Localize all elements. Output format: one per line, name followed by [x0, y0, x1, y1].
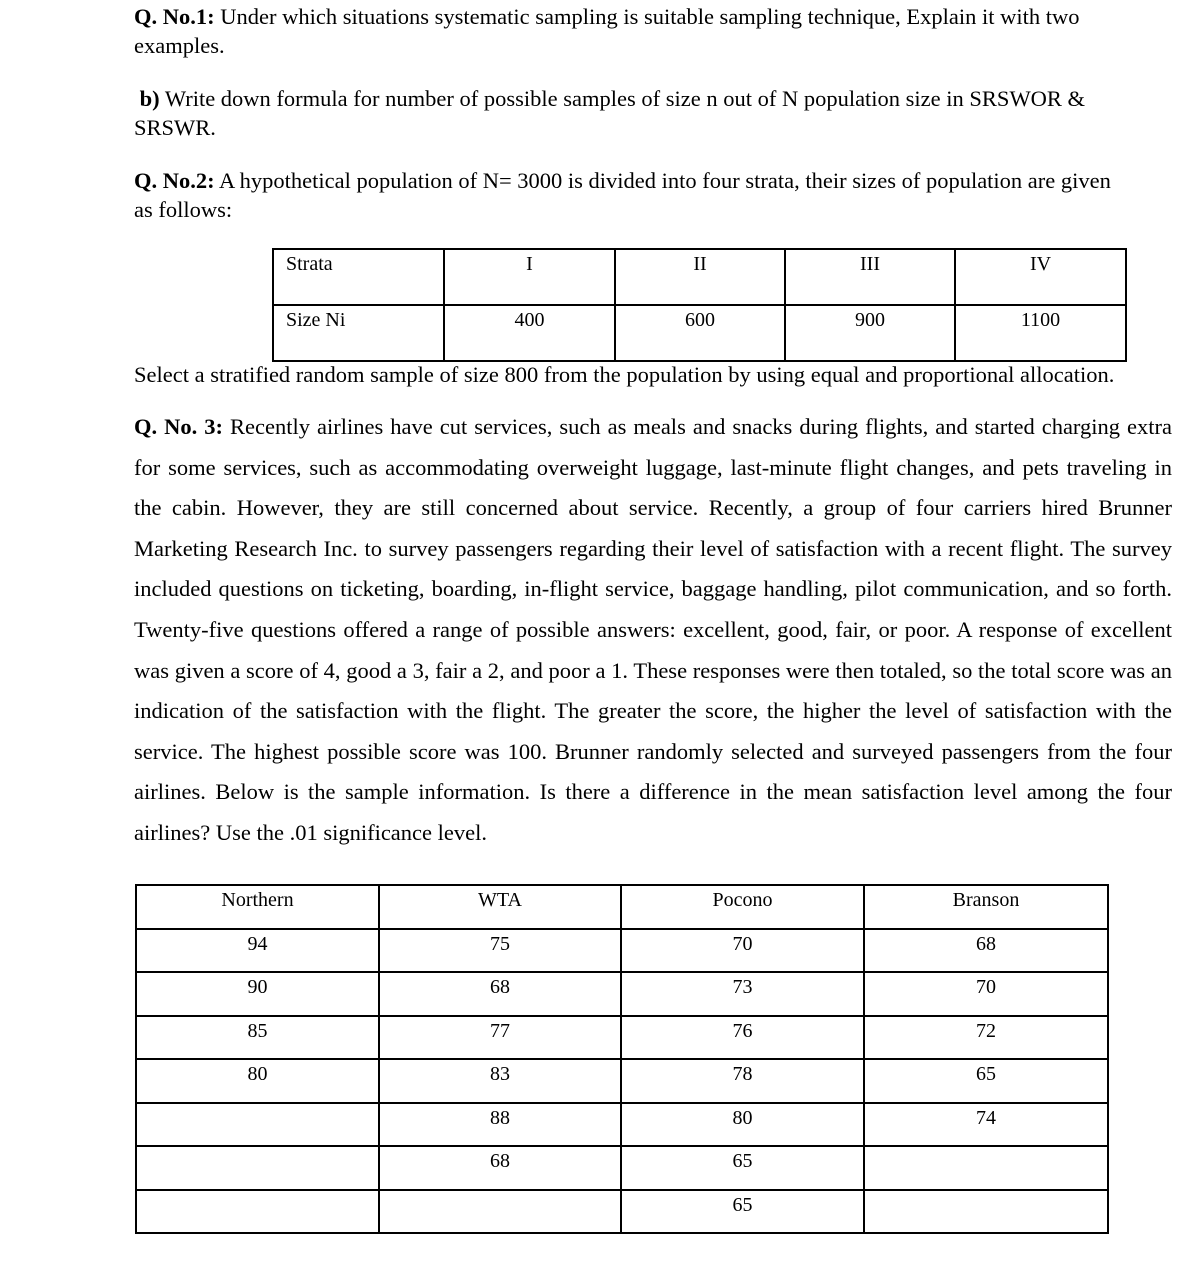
airline-header-row: [136, 885, 1108, 929]
score-cell: [864, 1190, 1108, 1234]
score-cell: 65: [621, 1146, 864, 1190]
score-cell: 65: [621, 1190, 864, 1234]
airline-score-row: [136, 1103, 1108, 1147]
strata-header-cell: III: [785, 249, 955, 305]
strata-size-cell: 400: [444, 305, 615, 361]
q1-label: Q. No.1:: [134, 4, 215, 29]
score-cell: 83: [379, 1059, 621, 1103]
score-cell: [136, 1146, 379, 1190]
airline-header-cell: WTA: [379, 885, 621, 929]
strata-header-cell: I: [444, 249, 615, 305]
q2-instruction: Select a stratified random sample of size 800 from the population by using equal and proportional allocation.: [134, 362, 1115, 387]
airline-score-row: [136, 1016, 1108, 1060]
q1b-text: [134, 84, 1174, 142]
q1-text: [134, 2, 1174, 60]
score-cell: 68: [379, 972, 621, 1016]
strata-header-cell: IV: [955, 249, 1126, 305]
strata-size-row: [273, 305, 1126, 361]
strata-header-cell: II: [615, 249, 785, 305]
strata-size-cell: 600: [615, 305, 785, 361]
score-cell: [864, 1146, 1108, 1190]
airline-satisfaction-table: [135, 884, 1109, 1234]
score-cell: 72: [864, 1016, 1108, 1060]
airline-header-cell: Pocono: [621, 885, 864, 929]
score-cell: 90: [136, 972, 379, 1016]
score-cell: 94: [136, 929, 379, 973]
airline-header-cell: Branson: [864, 885, 1108, 929]
airline-score-row: [136, 1146, 1108, 1190]
score-cell: [136, 1190, 379, 1234]
strata-header-cell: Strata: [273, 249, 444, 305]
score-cell: [379, 1190, 621, 1234]
score-cell: 77: [379, 1016, 621, 1060]
score-cell: 68: [864, 929, 1108, 973]
q1b-body: Write down formula for number of possible samples of size n out of N population size in SRSWOR &: [159, 86, 1086, 111]
score-cell: 73: [621, 972, 864, 1016]
strata-table: [272, 248, 1127, 362]
score-cell: 88: [379, 1103, 621, 1147]
score-cell: 70: [621, 929, 864, 973]
q2-label: Q. No.2:: [134, 168, 215, 193]
strata-header-row: [273, 249, 1126, 305]
score-cell: 85: [136, 1016, 379, 1060]
score-cell: 76: [621, 1016, 864, 1060]
q2-body-line2: as follows:: [134, 197, 233, 222]
score-cell: [136, 1103, 379, 1147]
q2-text: [134, 166, 1174, 224]
strata-size-cell: Size Ni: [273, 305, 444, 361]
strata-size-cell: 1100: [955, 305, 1126, 361]
q2-body: A hypothetical population of N= 3000 is divided into four strata, their sizes of population are given: [214, 168, 1111, 193]
score-cell: 80: [136, 1059, 379, 1103]
q3-label: Q. No. 3:: [134, 414, 224, 439]
score-cell: 78: [621, 1059, 864, 1103]
airline-score-row: [136, 1059, 1108, 1103]
q1b-body-line2: SRSWR.: [134, 115, 216, 140]
airline-score-row: [136, 929, 1108, 973]
airline-score-row: [136, 1190, 1108, 1234]
strata-size-cell: 900: [785, 305, 955, 361]
q3-body: Recently airlines have cut services, such as meals and snacks during flights, and started charging extra for some services, such as accommodating overweight luggage, last-minute flight changes, and pets traveling in the cabin. However, they are still concerned about service. Recently, a group of four carriers hired Brunner Marketing Research Inc. to survey passengers regarding their level of satisfaction with a recent flight. The survey included questions on ticketing, boarding, in-flight service, baggage handling, pilot communication, and so forth. Twenty-five questions offered a range of possible answers: excellent, good, fair, or poor. A response of excellent was given a score of 4, good a 3, fair a 2, and poor a 1. These responses were then totaled, so the total score was an indication of the satisfaction with the flight. The greater the score, the higher the level of satisfaction with the service. The highest possible score was 100. Brunner randomly selected and surveyed passengers from the four airlines. Below is the sample information. Is there a difference in the mean satisfaction level among the four airlines? Use the .01 significance level.: [134, 414, 1172, 845]
score-cell: 74: [864, 1103, 1108, 1147]
airline-header-cell: Northern: [136, 885, 379, 929]
score-cell: 68: [379, 1146, 621, 1190]
q1b-label: b): [139, 86, 160, 111]
q1-body: Under which situations systematic sampling is suitable sampling technique, Explain it with two: [214, 4, 1080, 29]
q3-text: [134, 407, 1172, 854]
score-cell: 65: [864, 1059, 1108, 1103]
airline-score-row: [136, 972, 1108, 1016]
score-cell: 70: [864, 972, 1108, 1016]
q1-body-line2: examples.: [134, 33, 225, 58]
score-cell: 80: [621, 1103, 864, 1147]
score-cell: 75: [379, 929, 621, 973]
